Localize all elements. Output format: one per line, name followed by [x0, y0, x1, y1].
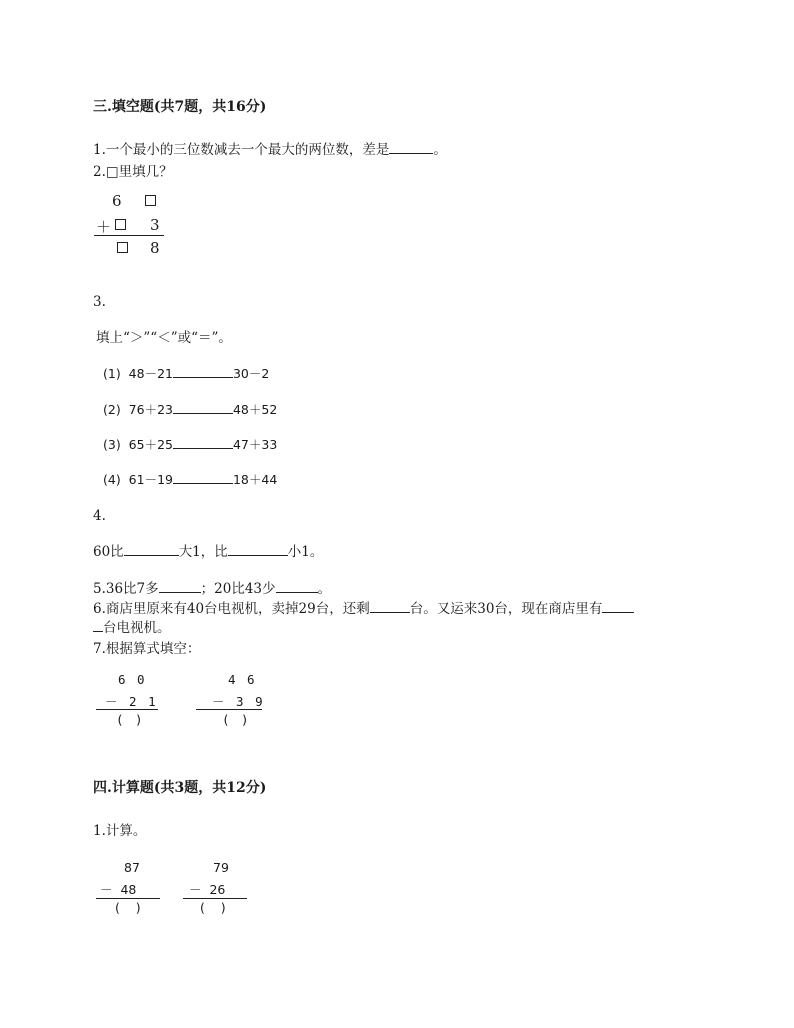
question-4-number: 4.	[93, 508, 106, 524]
q3-item-left: 76＋23	[128, 402, 173, 417]
question-3-number: 3.	[93, 294, 106, 310]
q2-row3-box[interactable]	[117, 242, 128, 253]
answer-blank[interactable]	[389, 141, 433, 154]
compare-blank[interactable]	[173, 471, 233, 484]
q3-item-1	[103, 364, 269, 382]
q7-calc2-result[interactable]: ( )	[222, 712, 251, 727]
q2-row1-digit: 6	[112, 192, 122, 210]
s4-calc1-result[interactable]: ( )	[115, 900, 141, 915]
q3-item-2	[103, 400, 277, 418]
q4-part-3: 小1。	[287, 544, 324, 560]
q2-row2-digit: 3	[150, 216, 160, 234]
section-4-title: 四.计算题(共3题，共12分)	[93, 780, 267, 796]
q7-calc1-top: 6 0	[118, 672, 147, 687]
q2-sum-line	[94, 235, 164, 236]
s4-calc1-top: 87	[124, 860, 140, 875]
q4-part-1: 60比	[93, 544, 124, 560]
q3-item-4	[103, 470, 277, 488]
q3-item-left: 48－21	[128, 366, 173, 381]
s4-calc2-result[interactable]: ( )	[200, 900, 226, 915]
q2-row2-box[interactable]	[115, 219, 126, 230]
q4-part-2: 大1，比	[178, 544, 228, 560]
q6-part-1: 6.商店里原来有40台电视机，卖掉29台，还剩	[93, 601, 370, 617]
q3-item-right: 18＋44	[232, 472, 278, 487]
q5-part-1: 5.36比7多	[93, 581, 159, 597]
question-6-line-1	[93, 597, 634, 617]
q3-item-label: (4)	[103, 472, 121, 487]
q3-item-right: 30－2	[232, 366, 270, 381]
q3-item-left: 61－19	[128, 472, 173, 487]
q7-calc2-line	[196, 709, 262, 710]
q7-calc1-bottom: － 2 1	[105, 694, 158, 709]
q3-item-3	[103, 435, 277, 453]
compare-blank[interactable]	[173, 401, 233, 414]
question-1-text: 1.一个最小的三位数减去一个最大的两位数，差是	[93, 142, 390, 158]
question-1	[93, 138, 447, 158]
q7-calc2-top: 4 6	[228, 672, 257, 687]
question-3-instruction: 填上“＞”“＜”或“＝”。	[96, 330, 232, 346]
q7-calc1-line	[96, 709, 158, 710]
answer-blank[interactable]	[124, 543, 179, 556]
question-4	[93, 540, 323, 560]
q5-part-2: ；20比43少	[200, 581, 276, 597]
q7-calc2-bottom: － 3 9	[212, 694, 265, 709]
section-3-title: 三.填空题(共7题，共16分)	[93, 99, 267, 115]
s4-calc1-bottom: － 48	[100, 882, 137, 897]
answer-blank[interactable]	[602, 600, 634, 613]
s4-calc2-bottom: － 26	[189, 882, 226, 897]
s4-calc1-line	[96, 898, 160, 899]
q3-item-label: (3)	[103, 437, 121, 452]
answer-blank[interactable]	[159, 580, 201, 593]
question-5	[93, 577, 331, 597]
q7-calc1-result[interactable]: ( )	[116, 712, 145, 727]
question-1-end: 。	[433, 142, 447, 158]
answer-blank[interactable]	[370, 600, 410, 613]
q2-row3-digit: 8	[150, 239, 160, 257]
s4-calc2-top: 79	[213, 860, 229, 875]
q2-row1-box[interactable]	[145, 195, 156, 206]
q3-item-left: 65＋25	[128, 437, 173, 452]
compare-blank[interactable]	[173, 436, 233, 449]
answer-blank[interactable]	[228, 543, 288, 556]
q3-item-label: (2)	[103, 402, 121, 417]
section-4-question-1-text: 1.计算。	[93, 823, 147, 839]
answer-blank-continued[interactable]	[93, 619, 103, 632]
answer-blank[interactable]	[276, 580, 318, 593]
question-2-text: 2.□里填几？	[93, 164, 173, 180]
q3-item-right: 47＋33	[232, 437, 278, 452]
question-7-text: 7.根据算式填空：	[93, 641, 201, 657]
q5-part-3: 。	[317, 581, 332, 597]
compare-blank[interactable]	[173, 365, 233, 378]
q6-part-2: 台。又运来30台，现在商店里有	[409, 601, 603, 617]
q6-part-3: 台电视机。	[103, 620, 171, 636]
s4-calc2-line	[183, 898, 247, 899]
question-6-line-2	[93, 616, 171, 636]
q3-item-label: (1)	[103, 366, 121, 381]
q2-plus-sign: ＋	[96, 218, 112, 236]
q3-item-right: 48＋52	[232, 402, 278, 417]
